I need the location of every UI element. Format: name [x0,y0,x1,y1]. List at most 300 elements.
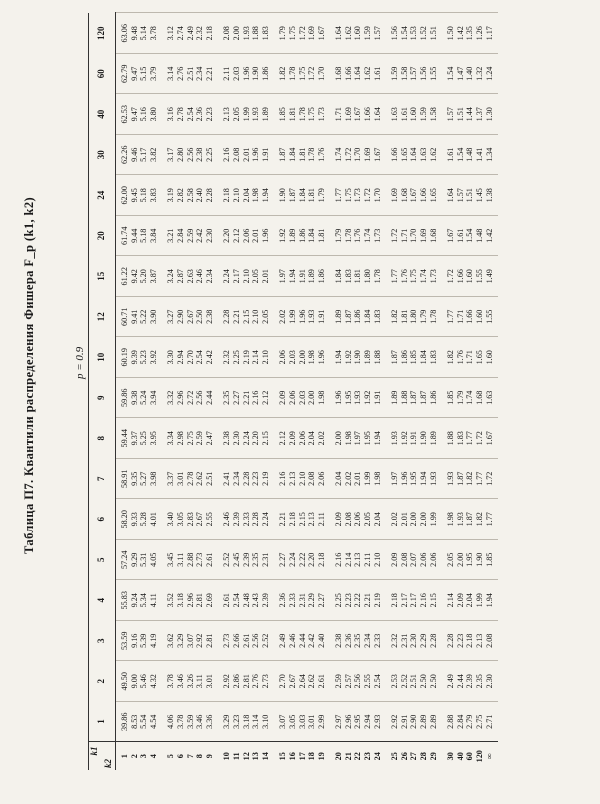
k2-label: 15 [278,752,288,761]
value-stack: 1.94 1.92 1.90 1.89 1.88 [334,350,382,365]
value-cell [218,621,274,662]
value-stack: 3.52 3.18 2.96 2.81 2.69 [166,593,214,608]
value-cell [274,13,330,54]
value-cell [218,175,274,216]
value-cell [274,378,330,419]
value-cell [162,297,218,338]
value-cell [162,621,218,662]
value-stack: 1.77 1.76 1.75 1.74 1.73 [390,269,438,284]
k2-label: 28 [419,752,429,761]
value-cell [162,337,218,378]
value-cell [442,580,498,621]
value-stack: 3.16 2.78 2.54 2.36 2.23 [166,107,214,122]
value-cell [330,499,386,540]
k2-label: 17 [297,752,307,761]
value-cell [218,94,274,135]
k1-header-cell: 30 [89,135,116,176]
value-stack: 2.70 2.67 2.64 2.62 2.61 [278,674,326,689]
value-cell [116,580,163,621]
fisher-quantile-table [88,13,498,771]
value-stack: 1.82 1.78 1.75 1.72 1.70 [278,66,326,81]
k2-label: 16 [287,752,297,761]
probability-label: p = 0.9 [74,346,86,379]
value-stack: 2.24 2.17 2.10 2.05 2.01 [222,269,270,284]
k2-label: 20 [334,752,344,761]
value-stack: 2.09 2.08 2.06 2.05 2.04 [334,512,382,527]
value-stack: 1.89 1.88 1.87 1.87 1.86 [390,390,438,405]
value-cell [218,378,274,419]
value-stack: 2.36 2.33 2.31 2.29 2.27 [278,593,326,608]
k1-header-cell: 15 [89,256,116,297]
value-stack: 58.20 9.33 5.28 4.01 [120,510,158,529]
value-cell [274,621,330,662]
value-stack: 2.49 2.44 2.39 2.35 2.30 [446,674,494,689]
value-cell [218,337,274,378]
value-cell [218,216,274,257]
value-stack: 2.28 2.21 2.15 2.10 2.05 [222,309,270,324]
k1-header-cell: 5 [89,540,116,581]
value-stack: 2.04 2.02 2.01 1.99 1.98 [334,471,382,486]
k1-header-cell: 2 [89,661,116,702]
value-stack: 1.87 1.84 1.81 1.78 1.76 [278,147,326,162]
value-stack: 3.24 2.87 2.63 2.46 2.34 [166,269,214,284]
k2-label-cell [116,742,163,770]
value-cell [218,661,274,702]
value-cell [330,297,386,338]
value-stack: 2.16 2.08 2.01 1.96 1.91 [222,147,270,162]
value-stack: 3.12 2.74 2.49 2.32 2.18 [166,26,214,41]
k2-label: 26 [399,752,409,761]
value-stack: 62.53 9.47 5.16 3.80 [120,105,158,124]
value-stack: 1.82 1.81 1.80 1.79 1.78 [390,309,438,324]
value-stack: 1.89 1.87 1.86 1.84 1.83 [334,309,382,324]
value-stack: 1.97 1.96 1.95 1.94 1.93 [390,471,438,486]
k2-label: 22 [353,752,363,761]
k1-header-cell: 7 [89,459,116,500]
k1-header-cell: 60 [89,54,116,95]
value-cell [218,702,274,743]
value-cell [116,175,163,216]
k1-header-cell: 12 [89,297,116,338]
value-stack: 59.44 9.37 5.25 3.95 [120,429,158,448]
value-cell [274,702,330,743]
value-cell [330,135,386,176]
value-cell [116,499,163,540]
value-stack: 60.71 9.41 5.22 3.90 [120,307,158,326]
value-stack: 3.29 3.23 3.18 3.14 3.10 [222,714,270,729]
value-cell [116,135,163,176]
value-cell [162,13,218,54]
value-cell [330,54,386,95]
value-stack: 1.64 1.62 1.60 1.59 1.57 [334,26,382,41]
value-cell [274,175,330,216]
value-stack: 2.14 2.09 2.04 1.99 1.94 [446,593,494,608]
value-cell [442,135,498,176]
value-cell [386,297,442,338]
value-cell [218,135,274,176]
value-stack: 1.71 1.69 1.67 1.66 1.64 [334,107,382,122]
value-stack: 2.09 2.06 2.03 2.00 1.98 [278,390,326,405]
value-stack: 3.27 2.90 2.67 2.50 2.38 [166,309,214,324]
value-cell [218,297,274,338]
value-stack: 2.61 2.54 2.48 2.43 2.39 [222,593,270,608]
value-cell [330,378,386,419]
value-stack: 2.06 2.03 2.00 1.98 1.96 [278,350,326,365]
value-cell [442,13,498,54]
value-stack: 1.77 1.75 1.73 1.72 1.70 [334,188,382,203]
value-cell [162,378,218,419]
value-stack: 61.22 9.42 5.20 3.87 [120,267,158,286]
corner-k1-label: k1 [89,746,99,756]
k2-label: 29 [428,752,438,761]
value-stack: 1.82 1.76 1.71 1.65 1.60 [446,350,494,365]
k2-label: 60 [465,752,475,761]
value-cell [442,459,498,500]
value-cell [386,418,442,459]
value-stack: 2.38 2.36 2.35 2.34 2.33 [334,633,382,648]
value-stack: 1.74 1.72 1.70 1.69 1.67 [334,147,382,162]
value-cell [386,54,442,95]
value-cell [386,13,442,54]
value-stack: 2.16 2.13 2.10 2.08 2.06 [278,471,326,486]
value-stack: 1.50 1.42 1.35 1.26 1.17 [446,26,494,41]
value-stack: 1.57 1.51 1.44 1.37 1.30 [446,107,494,122]
value-stack: 1.59 1.58 1.57 1.56 1.55 [390,66,438,81]
value-cell [442,337,498,378]
value-cell [162,418,218,459]
table-row-group [116,13,163,770]
value-cell [116,297,163,338]
value-stack: 2.28 2.23 2.18 2.13 2.08 [446,633,494,648]
value-stack: 61.74 9.44 5.18 3.84 [120,226,158,245]
value-stack: 1.72 1.66 1.60 1.55 1.49 [446,269,494,284]
value-stack: 3.32 2.96 2.72 2.56 2.44 [166,390,214,405]
value-stack: 1.90 1.87 1.84 1.81 1.79 [278,188,326,203]
value-stack: 1.92 1.89 1.86 1.84 1.81 [278,228,326,243]
k2-label: 5 [166,754,176,759]
value-cell [162,580,218,621]
value-stack: 3.40 3.05 2.83 2.67 2.55 [166,512,214,527]
value-stack: 3.17 2.80 2.56 2.38 2.25 [166,147,214,162]
value-stack: 2.73 2.66 2.61 2.56 2.52 [222,633,270,648]
value-stack: 2.18 2.17 2.17 2.16 2.15 [390,593,438,608]
value-cell [442,418,498,459]
value-stack: 1.85 1.79 1.74 1.68 1.63 [446,390,494,405]
value-cell [162,499,218,540]
k2-label: 27 [409,752,419,761]
value-cell [386,540,442,581]
table-row-group [218,13,274,770]
value-stack: 39.86 8.53 5.54 4.54 [120,712,158,731]
value-cell [330,418,386,459]
k2-label: 12 [241,752,251,761]
k2-label: 8 [195,754,205,759]
k1-header-cell: 120 [89,13,116,54]
value-cell [386,94,442,135]
value-cell [386,702,442,743]
value-cell [116,13,163,54]
value-cell [386,175,442,216]
table-caption: Таблица П7. Квантили распределения Фишера F_p (k1, k2) [22,196,36,554]
value-cell [218,580,274,621]
value-stack: 2.12 2.09 2.06 2.04 2.02 [278,431,326,446]
value-stack: 57.24 9.29 5.31 4.05 [120,550,158,569]
value-cell [116,378,163,419]
value-stack: 2.25 2.23 2.22 2.21 2.19 [334,593,382,608]
k1-header-cell: 20 [89,216,116,257]
k2-label: 19 [316,752,326,761]
k2-label-cell [162,742,218,770]
value-stack: 2.32 2.31 2.30 2.29 2.28 [390,633,438,648]
k2-label: 7 [185,754,195,759]
value-cell [386,135,442,176]
value-cell [274,580,330,621]
k2-label: 6 [175,754,185,759]
value-stack: 2.20 2.12 2.06 2.01 1.96 [222,228,270,243]
value-cell [442,540,498,581]
value-stack: 58.91 9.35 5.27 3.98 [120,469,158,488]
value-cell [442,175,498,216]
corner-cell [89,742,116,770]
value-stack: 2.05 2.00 1.95 1.90 1.85 [446,552,494,567]
value-cell [442,297,498,338]
value-cell [330,702,386,743]
value-stack: 3.37 3.01 2.78 2.62 2.51 [166,471,214,486]
k1-header-cell: 1 [89,702,116,743]
value-stack: 1.85 1.81 1.78 1.75 1.73 [278,107,326,122]
value-stack: 3.78 3.46 3.26 3.11 3.01 [166,674,214,689]
value-cell [330,175,386,216]
value-cell [442,621,498,662]
k2-label: 18 [307,752,317,761]
value-stack: 2.18 2.10 2.04 1.98 1.94 [222,188,270,203]
value-cell [386,499,442,540]
value-stack: 60.19 9.39 5.23 3.92 [120,348,158,367]
value-stack: 2.46 2.39 2.33 2.28 2.24 [222,512,270,527]
k2-label-cell [330,742,386,770]
k2-label: 9 [204,754,214,759]
value-cell [162,135,218,176]
value-cell [162,216,218,257]
value-cell [442,54,498,95]
value-stack: 2.41 2.34 2.28 2.23 2.19 [222,471,270,486]
value-cell [274,256,330,297]
value-stack: 1.79 1.75 1.72 1.69 1.67 [278,26,326,41]
value-cell [386,216,442,257]
value-stack: 2.21 2.18 2.15 2.13 2.11 [278,512,326,527]
value-stack: 49.50 9.00 5.46 4.32 [120,672,158,691]
value-cell [116,621,163,662]
value-cell [330,13,386,54]
value-cell [330,621,386,662]
value-stack: 2.52 2.45 2.39 2.35 2.31 [222,552,270,567]
value-cell [330,540,386,581]
value-cell [274,135,330,176]
value-cell [330,337,386,378]
value-cell [274,297,330,338]
value-stack: 59.86 9.38 5.24 3.94 [120,388,158,407]
value-cell [162,661,218,702]
value-stack: 2.08 2.00 1.93 1.88 1.83 [222,26,270,41]
k2-label: 25 [390,752,400,761]
value-stack: 1.64 1.57 1.51 1.45 1.38 [446,188,494,203]
value-stack: 3.07 3.05 3.03 3.01 2.99 [278,714,326,729]
k2-label: 4 [148,754,158,759]
value-stack: 4.06 3.78 3.59 3.46 3.36 [166,714,214,729]
value-stack: 2.92 2.91 2.90 2.89 2.89 [390,714,438,729]
value-cell [218,256,274,297]
value-cell [162,54,218,95]
value-stack: 2.49 2.46 2.44 2.42 2.40 [278,633,326,648]
value-stack: 2.02 2.01 2.00 2.00 1.99 [390,512,438,527]
value-cell [386,580,442,621]
value-stack: 3.19 2.82 2.58 2.40 2.28 [166,188,214,203]
k2-label: 30 [446,752,456,761]
k1-header-cell: 10 [89,337,116,378]
value-stack: 2.32 2.25 2.19 2.14 2.10 [222,350,270,365]
value-cell [330,661,386,702]
value-cell [116,337,163,378]
value-stack: 3.34 2.98 2.75 2.59 2.47 [166,431,214,446]
table-row-group [162,13,218,770]
value-stack: 3.30 2.94 2.70 2.54 2.42 [166,350,214,365]
value-cell [162,256,218,297]
value-stack: 3.21 2.84 2.59 2.42 2.30 [166,228,214,243]
value-cell [274,661,330,702]
value-cell [442,499,498,540]
value-cell [274,54,330,95]
value-cell [386,621,442,662]
value-cell [330,580,386,621]
value-stack: 2.13 2.05 1.99 1.93 1.89 [222,107,270,122]
k2-label: 2 [129,754,139,759]
value-cell [218,54,274,95]
value-cell [386,256,442,297]
value-cell [274,94,330,135]
value-stack: 2.88 2.84 2.79 2.75 2.71 [446,714,494,729]
k1-header-cell: 8 [89,418,116,459]
value-stack: 55.83 9.24 5.34 4.11 [120,591,158,610]
k2-label: 21 [343,752,353,761]
value-stack: 2.53 2.52 2.51 2.50 2.50 [390,674,438,689]
value-stack: 53.59 9.16 5.39 4.19 [120,631,158,650]
value-cell [116,661,163,702]
k2-label: 40 [455,752,465,761]
value-stack: 1.56 1.54 1.53 1.52 1.51 [390,26,438,41]
value-stack: 1.66 1.65 1.64 1.63 1.62 [390,147,438,162]
k2-label-cell [218,742,274,770]
value-cell [116,94,163,135]
value-stack: 1.54 1.47 1.40 1.32 1.24 [446,66,494,81]
value-cell [162,702,218,743]
value-cell [442,378,498,419]
value-cell [218,418,274,459]
value-cell [116,459,163,500]
value-stack: 2.27 2.24 2.22 2.20 2.18 [278,552,326,567]
value-cell [162,459,218,500]
value-stack: 1.88 1.83 1.77 1.72 1.67 [446,431,494,446]
k2-label: 13 [251,752,261,761]
k2-label: 23 [363,752,373,761]
table-row-group [330,13,386,770]
value-cell [116,256,163,297]
k2-label: ∞ [484,753,494,760]
table-row-group [274,13,330,770]
value-cell [274,216,330,257]
value-stack: 1.98 1.93 1.87 1.82 1.77 [446,512,494,527]
value-cell [274,499,330,540]
value-stack: 2.92 2.86 2.81 2.76 2.73 [222,674,270,689]
value-cell [116,216,163,257]
k2-label-cell [386,742,442,770]
value-stack: 62.79 9.47 5.15 3.79 [120,64,158,83]
value-stack: 1.84 1.83 1.81 1.80 1.78 [334,269,382,284]
value-stack: 63.06 9.48 5.14 3.78 [120,24,158,43]
value-cell [116,540,163,581]
value-cell [218,499,274,540]
k1-header-cell: 24 [89,175,116,216]
value-stack: 1.72 1.71 1.70 1.69 1.68 [390,228,438,243]
k1-header-cell: 6 [89,499,116,540]
value-stack: 1.69 1.68 1.67 1.66 1.65 [390,188,438,203]
k1-header-cell: 40 [89,94,116,135]
value-cell [162,175,218,216]
value-stack: 62.26 9.46 5.17 3.82 [120,145,158,164]
value-stack: 1.77 1.71 1.66 1.60 1.55 [446,309,494,324]
value-cell [442,256,498,297]
k1-header-cell: 4 [89,580,116,621]
value-cell [330,216,386,257]
value-stack: 1.87 1.86 1.85 1.84 1.83 [390,350,438,365]
k2-label: 1 [120,754,129,759]
value-cell [442,216,498,257]
value-cell [386,661,442,702]
value-stack: 2.09 2.08 2.07 2.06 2.06 [390,552,438,567]
k2-label-cell [442,742,498,770]
value-cell [218,13,274,54]
value-stack: 62.00 9.45 5.18 3.83 [120,186,158,205]
value-cell [274,337,330,378]
value-stack: 3.45 3.11 2.88 2.73 2.61 [166,552,214,567]
value-cell [386,459,442,500]
value-stack: 3.14 2.76 2.51 2.34 2.21 [166,66,214,81]
value-stack: 1.93 1.87 1.82 1.77 1.72 [446,471,494,486]
value-cell [330,256,386,297]
value-stack: 1.93 1.92 1.91 1.90 1.89 [390,431,438,446]
k2-label: 11 [231,752,241,761]
value-cell [330,459,386,500]
value-stack: 3.62 3.29 3.07 2.92 2.81 [166,633,214,648]
value-stack: 1.96 1.95 1.93 1.92 1.91 [334,390,382,405]
value-stack: 1.61 1.54 1.48 1.41 1.34 [446,147,494,162]
value-stack: 2.59 2.57 2.56 2.55 2.54 [334,674,382,689]
value-stack: 2.11 2.03 1.96 1.90 1.86 [222,66,270,81]
k2-label-cell [274,742,330,770]
k1-header-cell: 9 [89,378,116,419]
value-stack: 2.16 2.14 2.13 2.11 2.10 [334,552,382,567]
table-row-group [386,13,442,770]
table-header-row [89,13,116,770]
corner-k2-label: k2 [103,759,114,768]
value-stack: 1.67 1.61 1.54 1.48 1.42 [446,228,494,243]
value-cell [162,94,218,135]
k2-label: 120 [475,750,484,763]
value-cell [274,459,330,500]
value-cell [386,378,442,419]
value-cell [162,540,218,581]
value-stack: 2.02 1.99 1.96 1.93 1.91 [278,309,326,324]
value-cell [274,540,330,581]
